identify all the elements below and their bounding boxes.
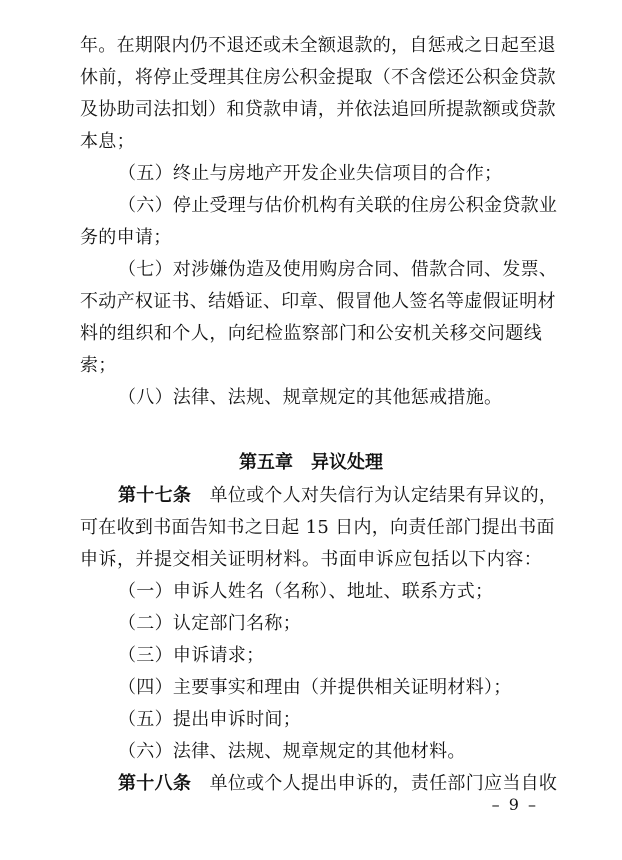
article-18-first-line bbox=[118, 772, 558, 796]
list-item: （八）法律、法规、规章规定的其他惩戒措施。 bbox=[118, 387, 503, 408]
text-line: 索； bbox=[80, 355, 117, 376]
article-18-heading: 第十八条 bbox=[118, 773, 192, 794]
list-item: （七）对涉嫌伪造及使用购房合同、借款合同、发票、 bbox=[118, 259, 558, 280]
article-17-first-line bbox=[118, 484, 558, 508]
article-18-text: 单位或个人提出申诉的，责任部门应当自收 bbox=[209, 773, 558, 794]
text-line: 及协助司法扣划）和贷款申请，并依法追回所提款额或贷款 bbox=[80, 99, 556, 120]
list-item: （三）申诉请求； bbox=[118, 645, 265, 666]
text-line: 不动产权证书、结婚证、印章、假冒他人签名等虚假证明材 bbox=[80, 291, 556, 312]
list-item: （六）法律、法规、规章规定的其他材料。 bbox=[118, 741, 466, 762]
text-line: 料的组织和个人，向纪检监察部门和公安机关移交问题线 bbox=[80, 323, 542, 344]
list-item: （五）终止与房地产开发企业失信项目的合作； bbox=[118, 163, 503, 184]
text-line: 务的申请； bbox=[80, 227, 172, 248]
text-line: 年。在期限内仍不退还或未全额退款的，自惩戒之日起至退 bbox=[80, 35, 556, 56]
text-line: 可在收到书面告知书之日起 15 日内，向责任部门提出书面 bbox=[80, 517, 555, 538]
article-17-text: 单位或个人对失信行为认定结果有异议的， bbox=[209, 485, 558, 506]
page-number: – 9 – bbox=[491, 795, 538, 814]
text-line: 申诉，并提交相关证明材料。书面申诉应包括以下内容： bbox=[80, 549, 542, 570]
chapter-title: 第五章 异议处理 bbox=[239, 452, 383, 473]
list-item: （二）认定部门名称； bbox=[118, 613, 301, 634]
list-item: （六）停止受理与估价机构有关联的住房公积金贷款业 bbox=[118, 195, 558, 216]
list-item: （一）申诉人姓名（名称）、地址、联系方式； bbox=[118, 581, 494, 602]
article-17-heading: 第十七条 bbox=[118, 485, 192, 506]
list-item: （四）主要事实和理由（并提供相关证明材料）； bbox=[118, 677, 512, 698]
text-line: 本息； bbox=[80, 131, 135, 152]
text-line: 休前，将停止受理其住房公积金提取（不含偿还公积金贷款 bbox=[80, 67, 556, 88]
list-item: （五）提出申诉时间； bbox=[118, 709, 301, 730]
